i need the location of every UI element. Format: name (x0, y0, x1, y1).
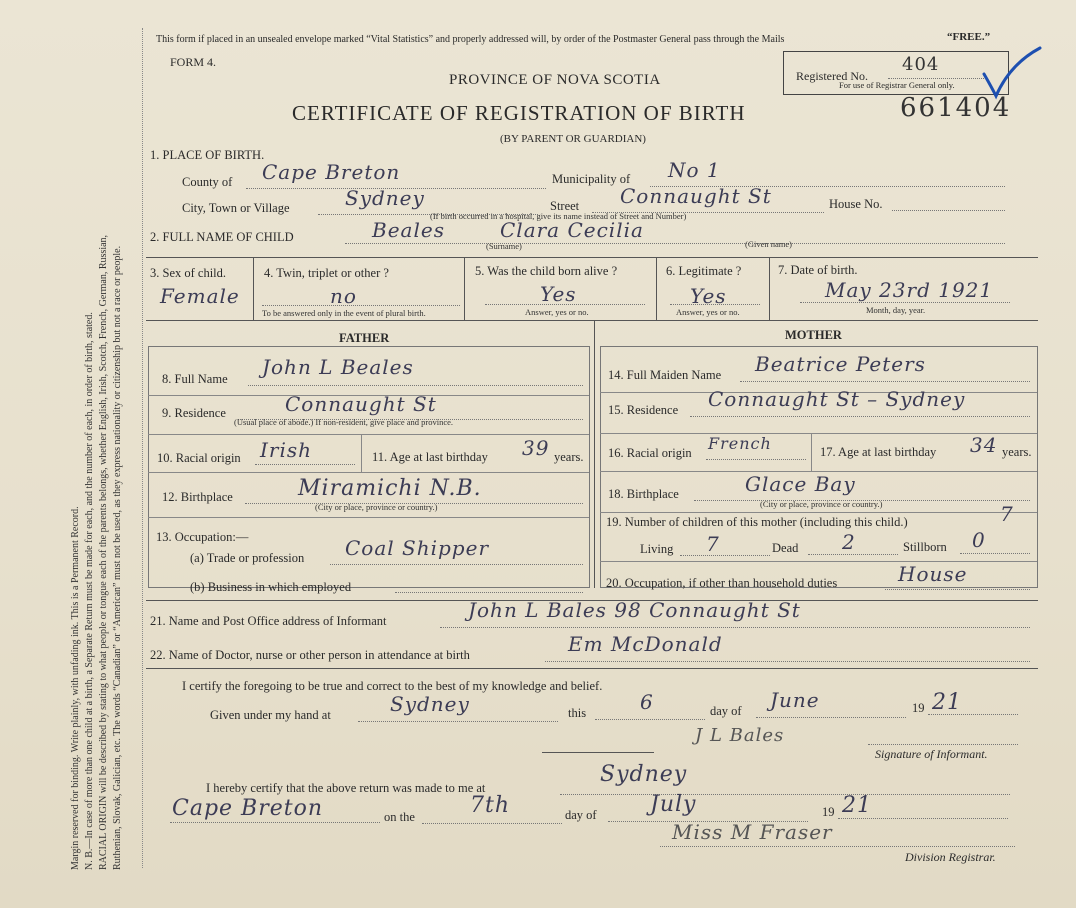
surname-note: (Surname) (486, 241, 522, 251)
margin-note-2: N. B.—In case of more than one child at a birth, a Separate Return must be made for each, and the number of each, in order of birth, stated. (84, 312, 95, 870)
registrar-day-of: day of (565, 808, 597, 822)
father-residence-note: (Usual place of abode.) If non-resident, give place and province. (234, 417, 454, 427)
checkmark-icon (980, 44, 1044, 100)
registered-note: For use of Registrar General only. (839, 80, 955, 90)
father-heading: FATHER (339, 331, 390, 345)
father-birthplace: Miramichi N.B. (298, 476, 482, 501)
registrar-place: Sydney (600, 762, 688, 787)
province: PROVINCE OF NOVA SCOTIA (449, 72, 661, 88)
informant-certify: I certify the foregoing to be true and correct to the best of my knowledge and belief. (182, 679, 603, 693)
informant-signature-label: Signature of Informant. (875, 747, 988, 761)
county-value: Cape Breton (262, 160, 401, 184)
father-race: Irish (260, 438, 313, 462)
mother-age-label: 17. Age at last birthday (820, 445, 937, 459)
father-birthplace-note: (City or place, province or country.) (315, 502, 438, 512)
mother-name-label: 14. Full Maiden Name (608, 368, 722, 382)
informant-label: 21. Name and Post Office address of Informant (150, 614, 387, 628)
dob-value: May 23rd 1921 (825, 278, 994, 302)
informant-year-prefix: 19 (912, 701, 925, 715)
mother-age-unit: years. (1002, 445, 1032, 459)
binding-line (142, 28, 143, 868)
mother-birthplace-label: 18. Birthplace (608, 487, 679, 501)
mother-age: 34 (970, 433, 998, 457)
stillborn-value: 0 (972, 528, 986, 552)
sex-value: Female (160, 284, 240, 308)
stamp-number: 661404 (900, 93, 1012, 123)
father-birthplace-label: 12. Birthplace (162, 490, 233, 504)
form-number: FORM 4. (170, 55, 217, 69)
registrar-day: 7th (470, 793, 511, 818)
doctor-value: Em McDonald (568, 632, 723, 656)
children-count: 7 (1000, 502, 1014, 526)
informant-month: June (770, 688, 820, 712)
registrar-county: Cape Breton (172, 796, 324, 821)
mail-free: “FREE.” (947, 31, 991, 43)
margin-notes (70, 10, 130, 870)
informant-year: 21 (932, 690, 962, 715)
stillborn-label: Stillborn (903, 540, 947, 554)
registrar-year: 21 (842, 793, 872, 818)
mother-occupation-label: 20. Occupation, if other than household duties (606, 576, 838, 590)
street-label: Street (550, 199, 580, 213)
given-place: Sydney (390, 692, 470, 716)
municipality-value: No 1 (668, 158, 721, 182)
doctor-label: 22. Name of Doctor, nurse or other person in attendance at birth (150, 648, 470, 662)
mother-residence-label: 15. Residence (608, 403, 679, 417)
place-section: 1. PLACE OF BIRTH. (150, 148, 265, 162)
given-under-label: Given under my hand at (210, 708, 331, 722)
trade-label: (a) Trade or profession (190, 551, 305, 565)
mother-residence: Connaught St – Sydney (708, 387, 966, 411)
children-label: 19. Number of children of this mother (including this child.) (606, 515, 908, 529)
page-title: CERTIFICATE OF REGISTRATION OF BIRTH (292, 101, 746, 125)
living-label: Living (640, 542, 674, 556)
child-name-label: 2. FULL NAME OF CHILD (150, 230, 294, 244)
twin-label: 4. Twin, triplet or other ? (264, 266, 389, 280)
mother-name: Beatrice Peters (755, 352, 926, 376)
given-name-note: (Given name) (745, 239, 792, 249)
registered-value: 404 (902, 54, 940, 75)
hospital-note: (If birth occurred in a hospital, give its name instead of Street and Number) (430, 211, 687, 221)
alive-label: 5. Was the child born alive ? (475, 264, 618, 278)
sex-label: 3. Sex of child. (150, 266, 227, 280)
dob-note: Month, day, year. (866, 305, 926, 315)
alive-note: Answer, yes or no. (525, 307, 589, 317)
county-label: County of (182, 175, 233, 189)
father-race-label: 10. Racial origin (157, 451, 241, 465)
father-trade: Coal Shipper (345, 536, 490, 560)
mother-occupation: House (898, 562, 968, 586)
informant-value: John L Bales 98 Connaught St (468, 598, 801, 622)
twin-note: To be answered only in the event of plural birth. (262, 308, 426, 318)
margin-note-1: Margin reserved for binding. Write plainly, with unfading ink. This is a Permanent Record. (70, 506, 81, 870)
mother-birthplace-note: (City or place, province or country.) (760, 499, 883, 509)
registrar-signature-label: Division Registrar. (905, 850, 996, 864)
mother-heading: MOTHER (785, 328, 842, 342)
father-name-label: 8. Full Name (162, 372, 228, 386)
city-value: Sydney (345, 186, 425, 210)
mother-birthplace: Glace Bay (745, 472, 856, 496)
dead-value: 2 (842, 530, 856, 554)
registrar-signature: Miss M Fraser (672, 820, 833, 844)
legitimate-value: Yes (690, 284, 727, 308)
informant-day-of: day of (710, 704, 742, 718)
registrar-certify: I hereby certify that the above return was made to me at (206, 781, 486, 795)
registrar-month: July (650, 792, 697, 817)
father-age: 39 (522, 436, 550, 460)
father-occupation-label: 13. Occupation:— (156, 530, 249, 544)
subtitle: (BY PARENT OR GUARDIAN) (500, 133, 646, 145)
father-age-label: 11. Age at last birthday (372, 450, 488, 464)
father-residence: Connaught St (285, 392, 437, 416)
alive-value: Yes (540, 282, 577, 306)
this-label: this (568, 706, 587, 720)
registered-box (783, 51, 1009, 95)
registrar-year-prefix: 19 (822, 805, 835, 819)
legitimate-note: Answer, yes or no. (676, 307, 740, 317)
child-given-name: Clara Cecilia (500, 218, 644, 242)
father-name: John L Beales (262, 355, 414, 379)
business-label: (b) Business in which employed (190, 580, 352, 594)
legitimate-label: 6. Legitimate ? (666, 264, 742, 278)
registered-label: Registered No. (796, 69, 868, 83)
father-residence-label: 9. Residence (162, 406, 226, 420)
margin-note-4: Ruthenian, Slovak, Galician, etc. The words “Canadian” or “American” must not be used, as they express nationality or citizenship but not a race or people. (112, 245, 123, 870)
municipality-label: Municipality of (552, 172, 631, 186)
house-label: House No. (829, 197, 883, 211)
city-label: City, Town or Village (182, 201, 290, 215)
margin-note-3: RACIAL ORIGIN will be described by stating to what people or tongue each of the parents belongs, whether English, Irish, Scotch, French, German, Russian, (98, 234, 109, 870)
this-day: 6 (640, 690, 654, 714)
mail-note: This form if placed in an unsealed envelope marked “Vital Statistics” and properly addressed will, by order of the Postmaster General pass through the Mails (156, 34, 785, 45)
mother-race: French (708, 434, 772, 453)
informant-signature: J L Bales (695, 725, 785, 746)
mother-race-label: 16. Racial origin (608, 446, 692, 460)
dob-label: 7. Date of birth. (778, 263, 858, 277)
father-age-unit: years. (554, 450, 584, 464)
street-value: Connaught St (620, 184, 772, 208)
dead-label: Dead (772, 541, 799, 555)
living-value: 7 (706, 532, 720, 556)
child-surname: Beales (372, 218, 445, 242)
twin-value: no (330, 284, 357, 308)
registrar-on-the: on the (384, 810, 415, 824)
